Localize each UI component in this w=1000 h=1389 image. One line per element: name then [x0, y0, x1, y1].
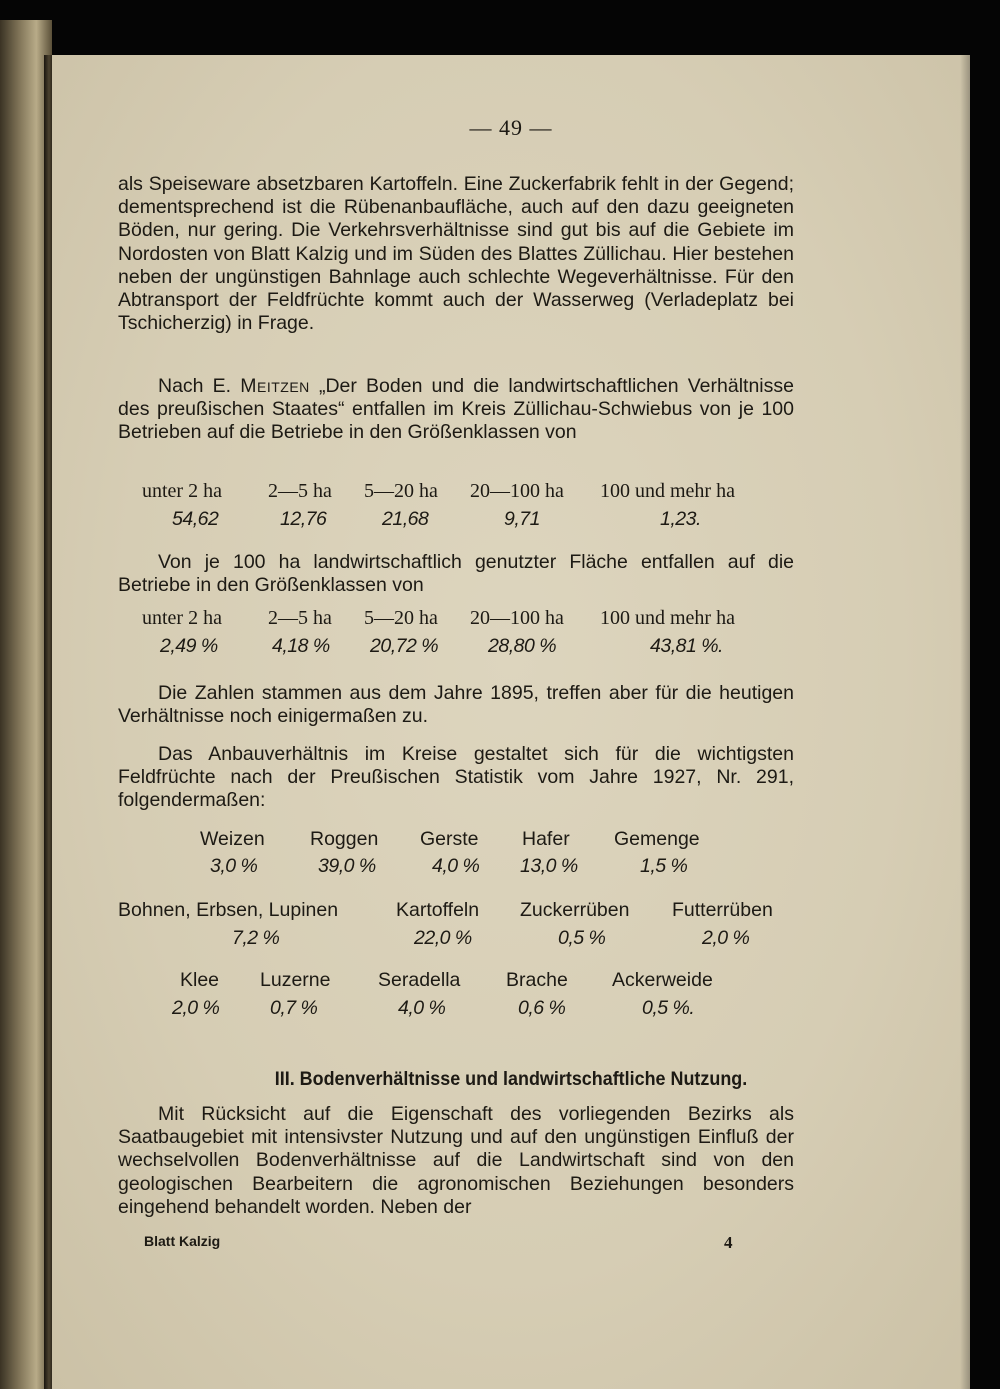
page-edge-shadow	[960, 55, 970, 1389]
flaeche-value: 20,72 %	[370, 635, 439, 657]
betriebe-value: 54,62	[172, 508, 219, 530]
crop-value: 4,0 %	[432, 855, 480, 877]
crop-name: Futterrüben	[672, 899, 773, 921]
paragraph-2-after: „Der Boden und die landwirtschaftlichen Verhältnisse des preußischen Staates“ entfallen im Kreis Züllichau-Schwiebus von je 100 Betrieben auf die Betriebe in den Größenklassen von	[118, 375, 794, 444]
betriebe-value: 12,76	[280, 508, 327, 530]
paragraph-2	[118, 375, 794, 445]
crop-name: Ackerweide	[612, 969, 713, 991]
crop-value: 4,0 %	[398, 997, 446, 1019]
size-class-label: 100 und mehr ha	[600, 607, 735, 629]
crop-value: 7,2 %	[232, 927, 280, 949]
footer-sheet-name: Blatt Kalzig	[144, 1233, 221, 1249]
crop-name: Seradella	[378, 969, 461, 991]
crop-name: Weizen	[200, 828, 265, 850]
flaeche-value: 2,49 %	[160, 635, 218, 657]
crop-value: 22,0 %	[414, 927, 472, 949]
crop-value: 39,0 %	[318, 855, 376, 877]
crop-name: Kartoffeln	[396, 899, 480, 921]
size-class-label: 20—100 ha	[470, 480, 564, 502]
crop-value: 1,5 %	[640, 855, 688, 877]
page-number: — 49 —	[469, 115, 553, 140]
flaeche-value: 43,81 %.	[650, 635, 723, 657]
section-heading: III. Bodenverhältnisse und landwirtschaftliche Nutzung.	[274, 1068, 748, 1090]
crop-value: 0,6 %	[518, 997, 566, 1019]
book-page	[52, 55, 970, 1389]
size-class-label: 2—5 ha	[268, 480, 332, 502]
crop-name: Luzerne	[260, 969, 331, 991]
author-meitzen: Meitzen	[240, 375, 310, 397]
paragraph-3: Von je 100 ha landwirtschaftlich genutzter Fläche entfallen auf die Betriebe in den Größenklassen von	[118, 551, 794, 597]
footer-signature-number: 4	[724, 1233, 733, 1252]
size-class-label: 20—100 ha	[470, 607, 564, 629]
crop-value: 0,5 %.	[642, 997, 695, 1019]
flaeche-value: 4,18 %	[272, 635, 330, 657]
crop-name: Roggen	[310, 828, 379, 850]
paragraph-1: als Speiseware absetzbaren Kartoffeln. Eine Zuckerfabrik fehlt in der Gegend; dementsprechend ist die Rübenanbaufläche, auch auf den dazu geeigneten Böden, nur gering. Die Verkehrsverhältnisse sind gut bis auf die Gebiete im Nordosten von Blatt Kalzig und im Süden des Blattes Züllichau. Hier bestehen neben der ungünstigen Bahnlage auch schlechte Wegeverhältnisse. Für den Abtransport der Feldfrüchte kommt auch der Wasserweg (Verladeplatz bei Tschicherzig) in Frage.	[118, 173, 794, 335]
crop-value: 0,5 %	[558, 927, 606, 949]
crop-value: 2,0 %	[702, 927, 750, 949]
crop-name: Brache	[506, 969, 568, 991]
betriebe-value: 9,71	[504, 508, 540, 530]
crop-name: Gerste	[420, 828, 479, 850]
crop-value: 3,0 %	[210, 855, 258, 877]
crop-name: Hafer	[522, 828, 570, 850]
crop-name: Gemenge	[614, 828, 700, 850]
paragraph-5: Das Anbauverhältnis im Kreise gestaltet sich für die wichtigsten Feldfrüchte nach der Preußischen Statistik vom Jahre 1927, Nr. 291, folgendermaßen:	[118, 743, 794, 812]
paragraph-6: Mit Rücksicht auf die Eigenschaft des vorliegenden Bezirks als Saatbaugebiet mit intensivster Nutzung und auf den ungünstigen Einfluß der wechselvollen Bodenverhältnisse auf die Landwirtschaft sind von den geologischen Bearbeitern die agronomischen Beziehungen besonders eingehend behandelt worden. Neben der	[118, 1103, 794, 1218]
crop-name: Zuckerrüben	[520, 899, 630, 921]
size-class-label: 2—5 ha	[268, 607, 332, 629]
crop-name: Klee	[180, 969, 220, 991]
crop-value: 13,0 %	[520, 855, 578, 877]
crop-name: Bohnen, Erbsen, Lupinen	[118, 899, 339, 921]
size-class-label: 5—20 ha	[364, 480, 438, 502]
paragraph-2-before: Nach E.	[158, 375, 232, 397]
crop-value: 0,7 %	[270, 997, 318, 1019]
betriebe-value: 21,68	[382, 508, 429, 530]
size-class-label: 100 und mehr ha	[600, 480, 735, 502]
betriebe-value: 1,23.	[660, 508, 701, 530]
flaeche-value: 28,80 %	[488, 635, 557, 657]
crop-value: 2,0 %	[172, 997, 220, 1019]
paragraph-4: Die Zahlen stammen aus dem Jahre 1895, treffen aber für die heutigen Verhältnisse noch einigermaßen zu.	[118, 682, 794, 728]
size-class-label: unter 2 ha	[142, 607, 222, 629]
size-class-label: 5—20 ha	[364, 607, 438, 629]
size-class-label: unter 2 ha	[142, 480, 222, 502]
